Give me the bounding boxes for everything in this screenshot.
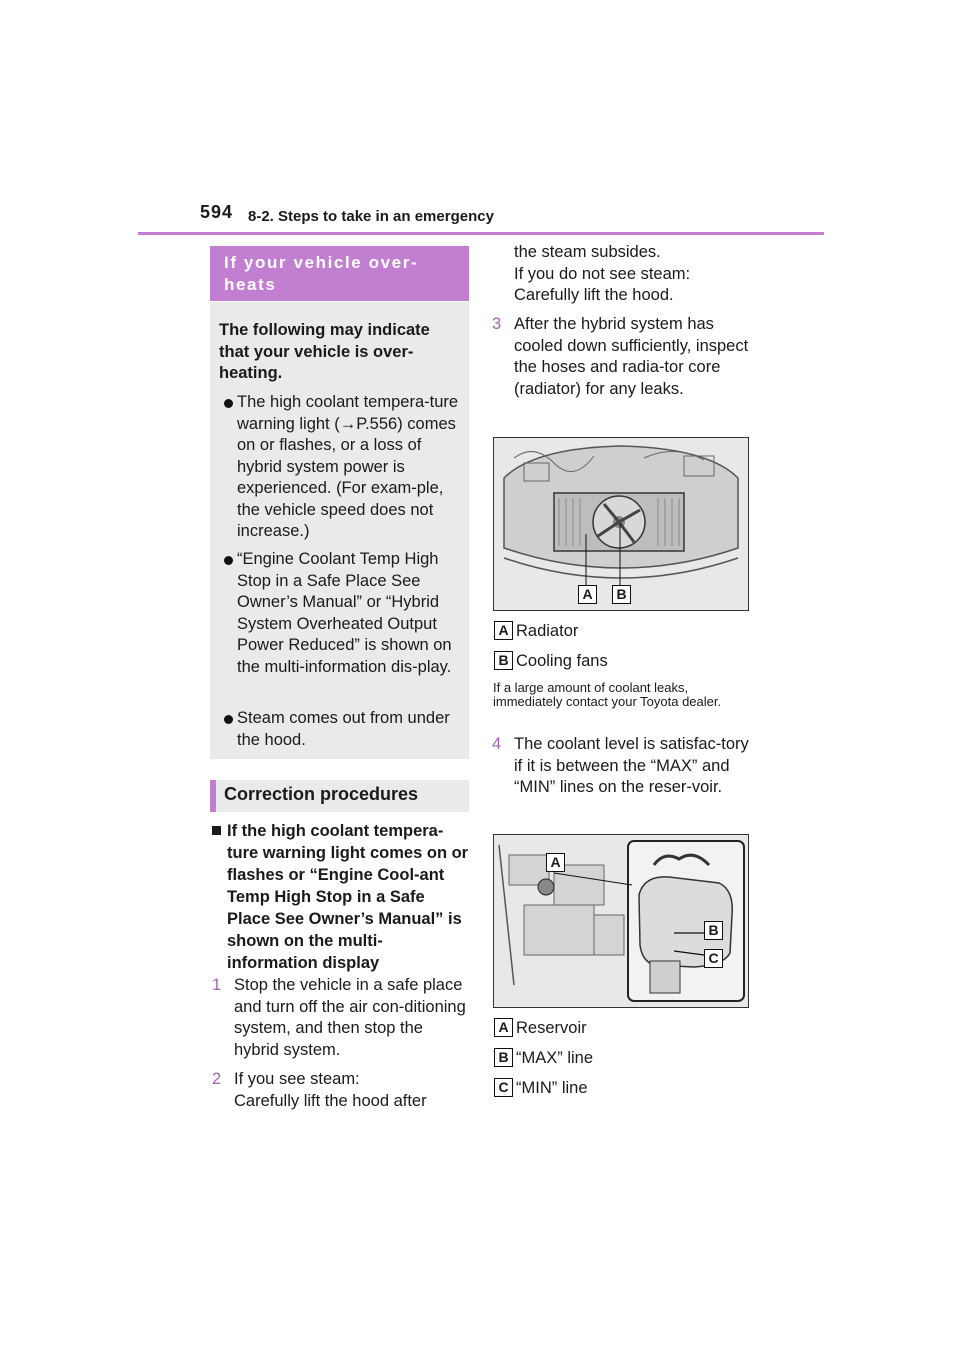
overheat-box-header [210, 246, 469, 301]
bullet-icon [224, 715, 233, 724]
overheat-box-title: If your vehicle over- heats [224, 253, 419, 294]
overheat-box [210, 302, 469, 759]
callout-b: B [612, 585, 631, 604]
callout-a: A [546, 853, 565, 872]
overheat-bullet: “Engine Coolant Temp High Stop in a Safe Place See Owner’s Manual” or “Hybrid System Overheated Output Power Reduced” is shown on the multi-information dis-play. [219, 549, 465, 678]
page-number: 594 [200, 202, 234, 222]
step-2-part2 [492, 242, 752, 307]
step-2-text: If you see steam: Carefully lift the hood after [234, 1070, 427, 1110]
correction-subheading: If the high coolant tempera-ture warning light comes on or flashes or “Engine Cool-ant Temp High Stop in a Safe Place See Owner’s Manual” is shown on the multi-information display [212, 820, 470, 974]
square-bullet-icon [212, 826, 221, 835]
overheat-intro: The following may indicate that your vehicle is over-heating. [219, 321, 430, 382]
correction-title: Correction procedures [224, 784, 419, 804]
step-2-part1: 2 If you see steam: Carefully lift the hood after [212, 1069, 468, 1112]
step-3: 3 After the hybrid system has cooled down sufficiently, inspect the hoses and radia-tor core (radiator) for any leaks. [492, 315, 749, 398]
bullet-icon [224, 399, 233, 408]
radiator-illustration [493, 437, 749, 611]
step-4: 4 The coolant level is satisfac-tory if it is between the “MAX” and “MIN” lines on the reser-voir. [492, 735, 749, 796]
header-rule [138, 232, 824, 235]
callout-b: B [704, 921, 723, 940]
step-1: 1 Stop the vehicle in a safe place and turn off the air con-ditioning system, and then stop the hybrid system. [212, 976, 466, 1059]
overheat-bullet: The high coolant tempera-ture warning light (→P.556) comes on or flashes, or a loss of hybrid system power is experienced. (For exam-ple, the vehicle speed does not increase.) [219, 392, 465, 543]
step-2-continued: the steam subsides. If you do not see steam: Carefully lift the hood. [514, 243, 691, 304]
bullet-icon [224, 556, 233, 565]
overheat-bullet: Steam comes out from under the hood. [219, 708, 465, 751]
reservoir-illustration [493, 834, 749, 1008]
callout-c: C [704, 949, 723, 968]
callout-a: A [578, 585, 597, 604]
correction-header [210, 780, 469, 812]
section-title: 8-2. Steps to take in an emergency [248, 208, 494, 225]
coolant-leak-note: If a large amount of coolant leaks, immediately contact your Toyota dealer. [493, 680, 722, 709]
correction-accent-bar [210, 780, 216, 812]
